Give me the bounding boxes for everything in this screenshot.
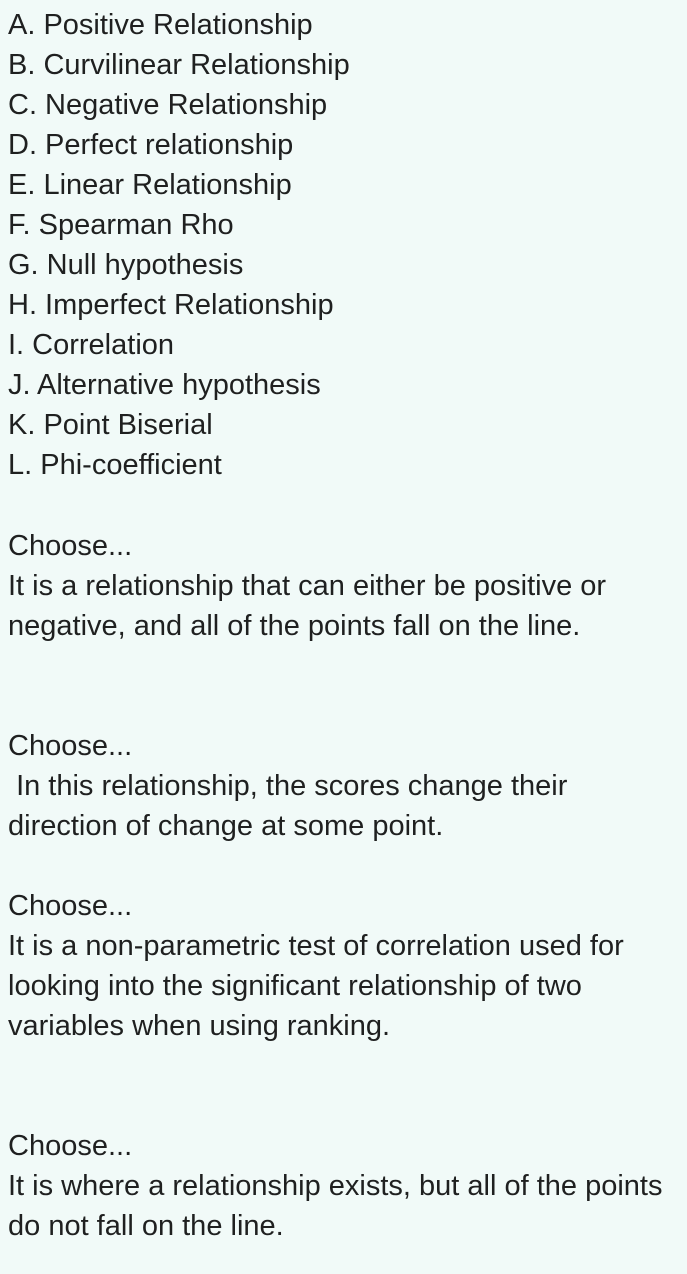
question-1-choose-select[interactable]: Choose... <box>8 530 133 562</box>
option-l: L. Phi-coefficient <box>8 449 222 481</box>
question-2-text: In this relationship, the scores change their direction of change at some point. <box>8 770 576 842</box>
question-2-choose-select[interactable]: Choose... <box>8 730 133 762</box>
question-4-text: It is where a relationship exists, but all of the points do not fall on the line. <box>8 1170 663 1242</box>
option-k: K. Point Biserial <box>8 409 213 441</box>
question-3-choose-select[interactable]: Choose... <box>8 890 133 922</box>
option-j: J. Alternative hypothesis <box>8 369 321 401</box>
question-1-text: It is a relationship that can either be positive or negative, and all of the points fall on the line. <box>8 570 607 642</box>
option-h: H. Imperfect Relationship <box>8 289 334 321</box>
question-4-choose-select[interactable]: Choose... <box>8 1130 133 1162</box>
option-i: I. Correlation <box>8 329 175 361</box>
option-b: B. Curvilinear Relationship <box>8 49 350 81</box>
option-a: A. Positive Relationship <box>8 9 313 41</box>
option-g: G. Null hypothesis <box>8 249 244 281</box>
option-c: C. Negative Relationship <box>8 89 328 121</box>
question-3-text: It is a non-parametric test of correlation used for looking into the significant relationship of two variables when using ranking. <box>8 930 624 1042</box>
option-d: D. Perfect relationship <box>8 129 294 161</box>
option-e: E. Linear Relationship <box>8 169 292 201</box>
option-f: F. Spearman Rho <box>8 209 234 241</box>
